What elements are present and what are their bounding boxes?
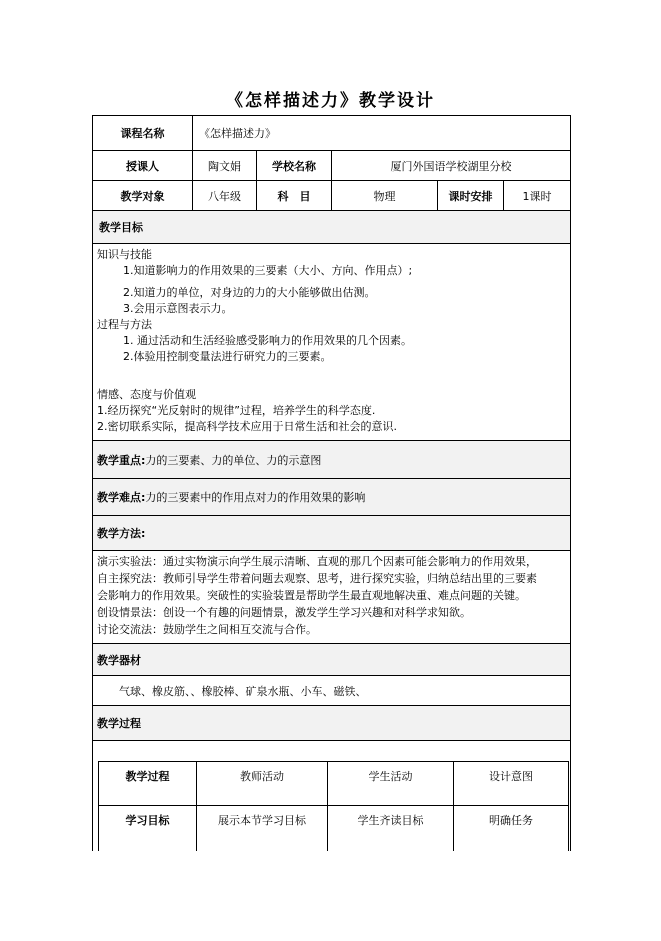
process-header-cell: 教学过程 xyxy=(98,761,197,806)
process-heading: 教学过程 xyxy=(92,705,571,741)
methods-content xyxy=(92,550,571,644)
difficulties-row xyxy=(92,478,571,516)
key-points-value: 力的三要素、力的单位、力的示意图 xyxy=(145,453,322,467)
emotion-item: 2.密切联系实际，提高科学技术应用于日常生活和社会的意识. xyxy=(97,420,397,433)
target-label: 教学对象 xyxy=(92,180,193,211)
course-value: 《怎样描述力》 xyxy=(192,115,571,151)
school-label: 学校名称 xyxy=(256,150,332,181)
emotion-item: 1.经历探究“光反射时的规律”过程，培养学生的科学态度. xyxy=(97,404,376,417)
method-line: 创设情景法：创设一个有趣的问题情景，激发学生学习兴趣和对科学求知欲。 xyxy=(97,606,471,619)
difficulties-label: 教学难点: xyxy=(97,491,146,504)
subject-label: 科 目 xyxy=(256,180,332,211)
objectives-content xyxy=(92,243,571,441)
process-cell: 学生齐读目标 xyxy=(327,805,454,855)
target-value: 八年级 xyxy=(192,180,257,211)
knowledge-item: 3.会用示意图表示力。 xyxy=(123,302,233,315)
process-item: 1. 通过活动和生活经验感受影响力的作用效果的几个因素。 xyxy=(123,334,412,347)
subject-value: 物理 xyxy=(331,180,438,211)
method-line: 会影响力的作用效果。突破性的实验装置是帮助学生最直观地解决重、难点问题的关键。 xyxy=(97,589,526,602)
equipment-value: 气球、橡皮筋、、橡胶棒、矿泉水瓶、小车、磁铁、 xyxy=(92,675,571,706)
process-item: 2.体验用控制变量法进行研究力的三要素。 xyxy=(123,350,332,363)
process-header-cell: 设计意图 xyxy=(453,761,569,806)
difficulties-value: 力的三要素中的作用点对力的作用效果的影响 xyxy=(145,491,366,504)
process-header-cell: 教师活动 xyxy=(196,761,328,806)
method-line: 自主探究法：教师引导学生带着问题去观察、思考，进行探究实验，归纳总结出里的三要素 xyxy=(97,572,537,585)
method-line: 讨论交流法：鼓励学生之间相互交流与合作。 xyxy=(97,623,317,636)
knowledge-title: 知识与技能 xyxy=(97,248,152,261)
methods-heading: 教学方法: xyxy=(92,515,571,551)
knowledge-item: 1.知道影响力的作用效果的三要素（大小、方向、作用点）; xyxy=(123,264,413,277)
method-line: 演示实验法：通过实物演示向学生展示清晰、直观的那几个因素可能会影响力的作用效果， xyxy=(97,555,537,568)
school-value: 厦门外国语学校湖里分校 xyxy=(331,150,571,181)
process-cell: 明确任务 xyxy=(453,805,569,855)
process-cell: 展示本节学习目标 xyxy=(196,805,328,855)
teacher-value: 陶文娟 xyxy=(192,150,257,181)
equipment-heading: 教学器材 xyxy=(92,643,571,676)
document-title: 《怎样描述力》教学设计 xyxy=(226,91,435,111)
process-title: 过程与方法 xyxy=(97,318,152,331)
hours-label: 课时安排 xyxy=(437,180,504,211)
knowledge-item: 2.知道力的单位，对身边的力的大小能够做出估测。 xyxy=(123,286,376,299)
emotion-title: 情感、态度与价值观 xyxy=(97,388,196,401)
course-label: 课程名称 xyxy=(92,115,193,151)
process-header-cell: 学生活动 xyxy=(327,761,454,806)
key-points-label: 教学重点: xyxy=(97,453,146,467)
hours-value: 1课时 xyxy=(503,180,571,211)
teacher-label: 授课人 xyxy=(92,150,193,181)
process-cell: 学习目标 xyxy=(98,805,197,855)
key-points-row xyxy=(92,440,571,479)
objectives-heading: 教学目标 xyxy=(92,210,571,244)
